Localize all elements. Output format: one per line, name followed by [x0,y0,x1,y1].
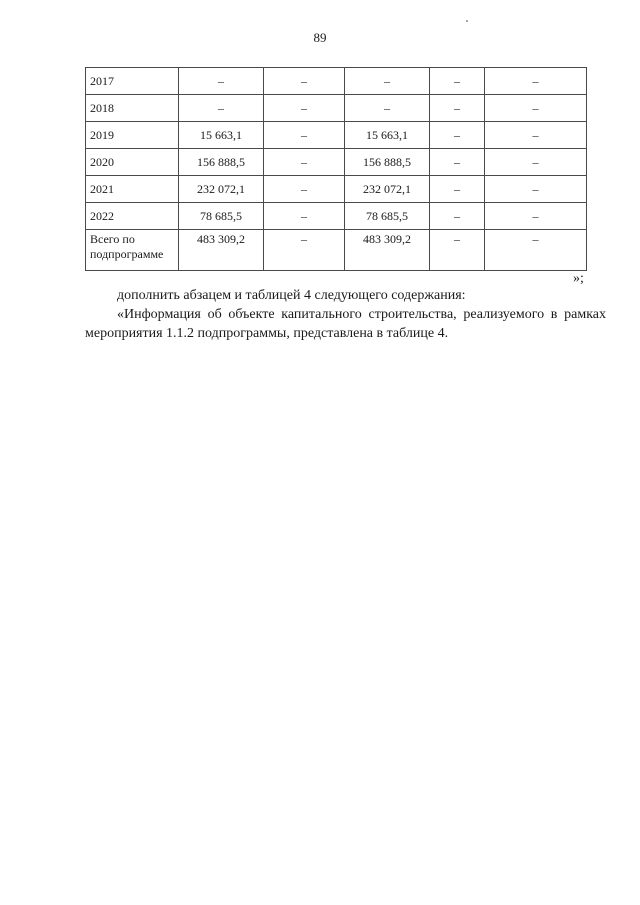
value-cell: – [485,149,587,176]
closing-quote: »; [573,271,584,286]
value-cell: – [430,230,485,271]
table-row [86,176,587,203]
value-cell: – [485,122,587,149]
value-cell: 232 072,1 [179,176,264,203]
value-cell: – [264,122,345,149]
value-cell: 78 685,5 [345,203,430,230]
value-cell: 156 888,5 [179,149,264,176]
value-cell: – [485,176,587,203]
value-cell: – [264,68,345,95]
table-row [86,68,587,95]
value-cell: – [430,176,485,203]
year-cell: 2020 [86,149,179,176]
year-cell: 2022 [86,203,179,230]
value-cell: – [485,68,587,95]
year-cell: 2021 [86,176,179,203]
table-row [86,122,587,149]
value-cell: 78 685,5 [179,203,264,230]
value-cell: 15 663,1 [345,122,430,149]
value-cell: – [264,95,345,122]
value-cell: 232 072,1 [345,176,430,203]
value-cell: – [430,203,485,230]
value-cell: – [264,230,345,271]
year-cell: 2018 [86,95,179,122]
value-cell: – [430,95,485,122]
table-row-total [86,230,587,271]
value-cell: – [264,176,345,203]
value-cell: – [179,68,264,95]
table-row [86,203,587,230]
value-cell: – [485,95,587,122]
value-cell: 483 309,2 [179,230,264,271]
value-cell: – [430,122,485,149]
value-cell: – [345,68,430,95]
table-row [86,149,587,176]
value-cell: – [264,149,345,176]
value-cell: – [264,203,345,230]
total-label-cell: Всего по подпрограмме [86,230,179,271]
value-cell: – [485,203,587,230]
table-row [86,95,587,122]
paragraph-info: «Информация об объекте капитального строительства, реализуемого в рамках мероприятия 1.1.2 подпрограммы, представлена в таблице 4. [85,307,606,341]
value-cell: – [345,95,430,122]
value-cell: 156 888,5 [345,149,430,176]
value-cell: 483 309,2 [345,230,430,271]
value-cell: 15 663,1 [179,122,264,149]
year-cell: 2019 [86,122,179,149]
value-cell: – [430,68,485,95]
value-cell: – [179,95,264,122]
page-number: 89 [313,30,327,45]
value-cell: – [485,230,587,271]
value-cell: – [430,149,485,176]
funding-table [85,67,587,271]
paragraph-amendment: дополнить абзацем и таблицей 4 следующего содержания: [117,288,466,303]
scan-speck [466,20,468,22]
year-cell: 2017 [86,68,179,95]
